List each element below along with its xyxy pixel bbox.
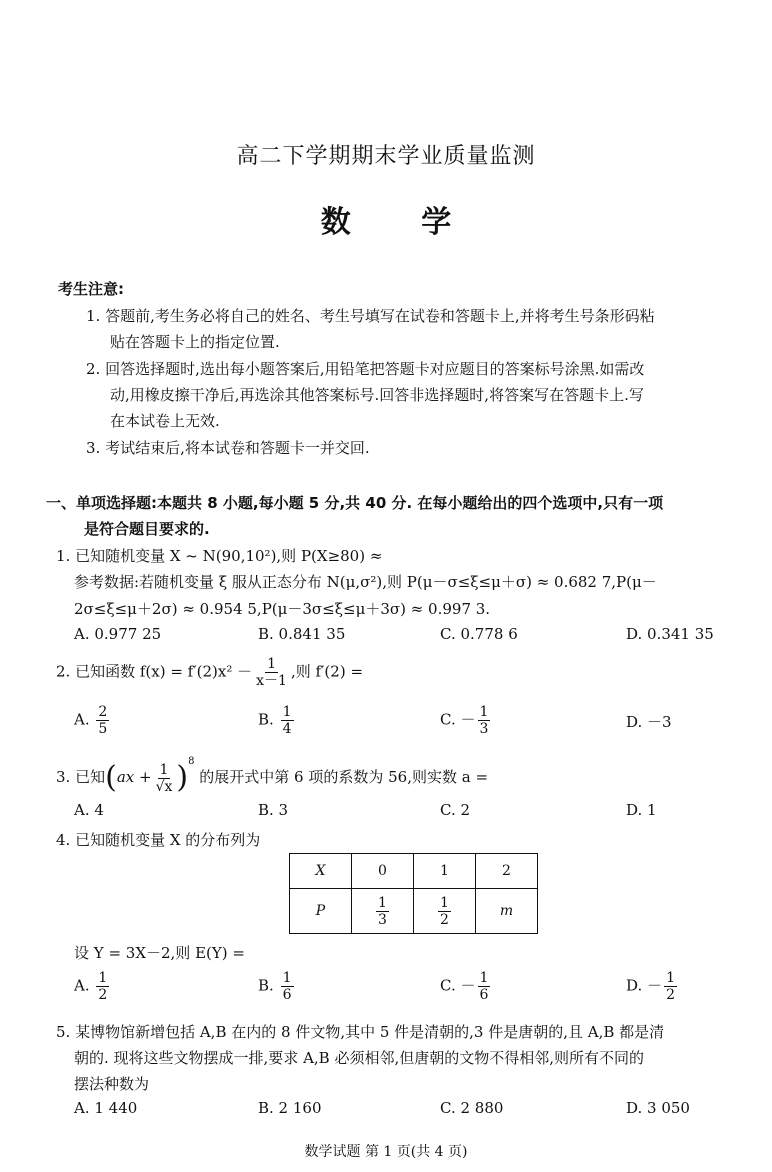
option-label: A. <box>74 710 90 729</box>
question-3-inner: ax + <box>116 768 152 786</box>
notice-line: 1. 答题前,考生务必将自己的姓名、考生号填写在试卷和答题卡上,并将考生号条形码粘 <box>86 307 655 325</box>
question-5-stem: 5. 某博物馆新增包括 A,B 在内的 8 件文物,其中 5 件是清朝的,3 件是唐朝的,且 A,B 都是清 <box>56 1023 665 1041</box>
notice-line: 在本试卷上无效. <box>110 412 220 430</box>
fraction-numerator: 1 <box>98 970 108 986</box>
fraction-numerator: 1 <box>282 704 292 720</box>
table-cell: m <box>476 889 538 934</box>
table-row <box>290 854 538 889</box>
option-fraction <box>664 970 677 1003</box>
option-label: C. <box>440 976 456 995</box>
option-label: A. <box>74 976 90 995</box>
question-1-reference: 参考数据:若随机变量 ξ 服从正态分布 N(μ,σ²),则 P(μ－σ≤ξ≤μ＋σ) ≈ 0.682 7,P(μ－ <box>74 573 657 591</box>
question-2-option-a <box>74 704 111 737</box>
option-fraction <box>96 970 109 1003</box>
question-3-option-b: B. 3 <box>258 801 289 819</box>
subject-title: 数 学 <box>320 205 482 240</box>
option-fraction <box>478 704 491 737</box>
question-5-option-b: B. 2 160 <box>258 1099 322 1117</box>
notice-line: 2. 回答选择题时,选出每小题答案后,用铅笔把答题卡对应题目的答案标号涂黑.如需改 <box>86 360 645 378</box>
fraction-denominator: 2 <box>666 987 675 1003</box>
fraction-numerator: 1 <box>378 894 387 911</box>
question-1-option-c: C. 0.778 6 <box>440 625 518 643</box>
cell-fraction <box>438 895 451 928</box>
fraction-numerator: 1 <box>479 970 489 986</box>
question-3-post: 的展开式中第 6 项的系数为 56,则实数 a = <box>199 768 489 786</box>
section-heading: 一、单项选择题:本题共 8 小题,每小题 5 分,共 40 分. 在每小题给出的四个选项中,只有一项 <box>46 494 664 512</box>
question-2-option-d <box>626 711 672 732</box>
option-label: D. <box>626 976 643 995</box>
question-3-stem <box>56 756 488 795</box>
option-fraction <box>478 970 491 1003</box>
option-label: B. <box>258 710 274 729</box>
fraction-numerator: 1 <box>479 704 489 720</box>
table-cell: 2 <box>476 854 538 889</box>
question-2-post: ,则 f′(2) = <box>290 662 364 681</box>
option-fraction <box>281 704 294 737</box>
cell-fraction <box>376 895 389 928</box>
exam-title: 高二下学期期末学业质量监测 <box>236 144 536 169</box>
fraction-denominator: 3 <box>378 911 387 928</box>
question-4-option-d <box>626 970 679 1003</box>
question-4-stem: 4. 已知随机变量 X 的分布列为 <box>56 831 261 849</box>
option-sign: － <box>647 976 663 995</box>
fraction-denominator: 3 <box>479 721 489 737</box>
option-label: D. <box>626 713 643 731</box>
question-2-pre: 2. 已知函数 f(x) = f′(2)x² － <box>56 662 253 681</box>
question-3-exponent: 8 <box>188 756 195 767</box>
question-4-option-c <box>440 970 492 1003</box>
option-sign: － <box>460 976 476 995</box>
option-fraction <box>281 970 294 1003</box>
table-cell <box>352 889 414 934</box>
fraction-denominator: 2 <box>98 987 108 1003</box>
fraction-denominator: x－1 <box>256 673 287 689</box>
option-value: －3 <box>647 713 672 731</box>
fraction-numerator: 1 <box>666 970 675 986</box>
notice-line: 动,用橡皮擦干净后,再选涂其他答案标号.回答非选择题时,将答案写在答题卡上.写 <box>110 386 644 404</box>
question-3-option-d: D. 1 <box>626 801 657 819</box>
section-heading-cont: 是符合题目要求的. <box>84 520 210 538</box>
question-5-option-c: C. 2 880 <box>440 1099 504 1117</box>
question-5-option-a: A. 1 440 <box>74 1099 138 1117</box>
question-3-pre: 3. 已知 <box>56 768 106 786</box>
fraction-numerator: 1 <box>282 970 292 986</box>
fraction-denominator: 5 <box>98 721 108 737</box>
notice-line: 3. 考试结束后,将本试卷和答题卡一并交回. <box>86 439 370 457</box>
table-cell: X <box>290 854 352 889</box>
distribution-table <box>289 853 538 934</box>
question-4-follow: 设 Y = 3X－2,则 E(Y) = <box>74 944 245 962</box>
question-3-fraction <box>154 762 175 795</box>
question-2-option-c <box>440 704 492 737</box>
fraction-denominator: √x <box>155 778 173 795</box>
question-4-option-b <box>258 970 296 1003</box>
question-2-fraction <box>254 656 289 689</box>
fraction-numerator: 2 <box>98 704 108 720</box>
fraction-numerator: 1 <box>159 761 169 778</box>
fraction-numerator: 1 <box>440 894 449 911</box>
right-paren: ) <box>176 760 189 795</box>
question-5-option-d: D. 3 050 <box>626 1099 690 1117</box>
left-paren: ( <box>105 760 117 795</box>
table-cell: P <box>290 889 352 934</box>
table-row <box>290 889 538 934</box>
question-4-option-a <box>74 970 111 1003</box>
option-fraction <box>96 704 109 737</box>
table-cell: 1 <box>414 854 476 889</box>
table-cell <box>414 889 476 934</box>
question-5-stem-cont: 摆法种数为 <box>74 1075 150 1093</box>
question-2-option-b <box>258 704 296 737</box>
fraction-numerator: 1 <box>267 656 276 672</box>
question-1-reference: 2σ≤ξ≤μ＋2σ) ≈ 0.954 5,P(μ－3σ≤ξ≤μ＋3σ) ≈ 0.997 3. <box>74 600 491 618</box>
question-3-option-c: C. 2 <box>440 801 471 819</box>
question-1-option-d: D. 0.341 35 <box>626 625 714 643</box>
question-2-stem <box>56 656 363 689</box>
fraction-denominator: 6 <box>282 987 292 1003</box>
question-3-option-a: A. 4 <box>74 801 104 819</box>
notice-line: 贴在答题卡上的指定位置. <box>110 333 280 351</box>
fraction-denominator: 4 <box>282 721 292 737</box>
fraction-denominator: 6 <box>479 987 489 1003</box>
question-1-option-a: A. 0.977 25 <box>74 625 162 643</box>
fraction-denominator: 2 <box>440 911 449 928</box>
option-label: C. <box>440 710 456 729</box>
question-1-option-b: B. 0.841 35 <box>258 625 346 643</box>
question-5-stem-cont: 朝的. 现将这些文物摆成一排,要求 A,B 必须相邻,但唐朝的文物不得相邻,则所有不同的 <box>74 1049 645 1067</box>
page-footer: 数学试题 第 1 页(共 4 页) <box>304 1144 468 1160</box>
notice-heading: 考生注意: <box>58 280 124 298</box>
table-cell: 0 <box>352 854 414 889</box>
question-1-stem: 1. 已知随机变量 X ~ N(90,10²),则 P(X≥80) ≈ <box>56 547 383 565</box>
option-sign: － <box>460 710 476 729</box>
option-label: B. <box>258 976 274 995</box>
